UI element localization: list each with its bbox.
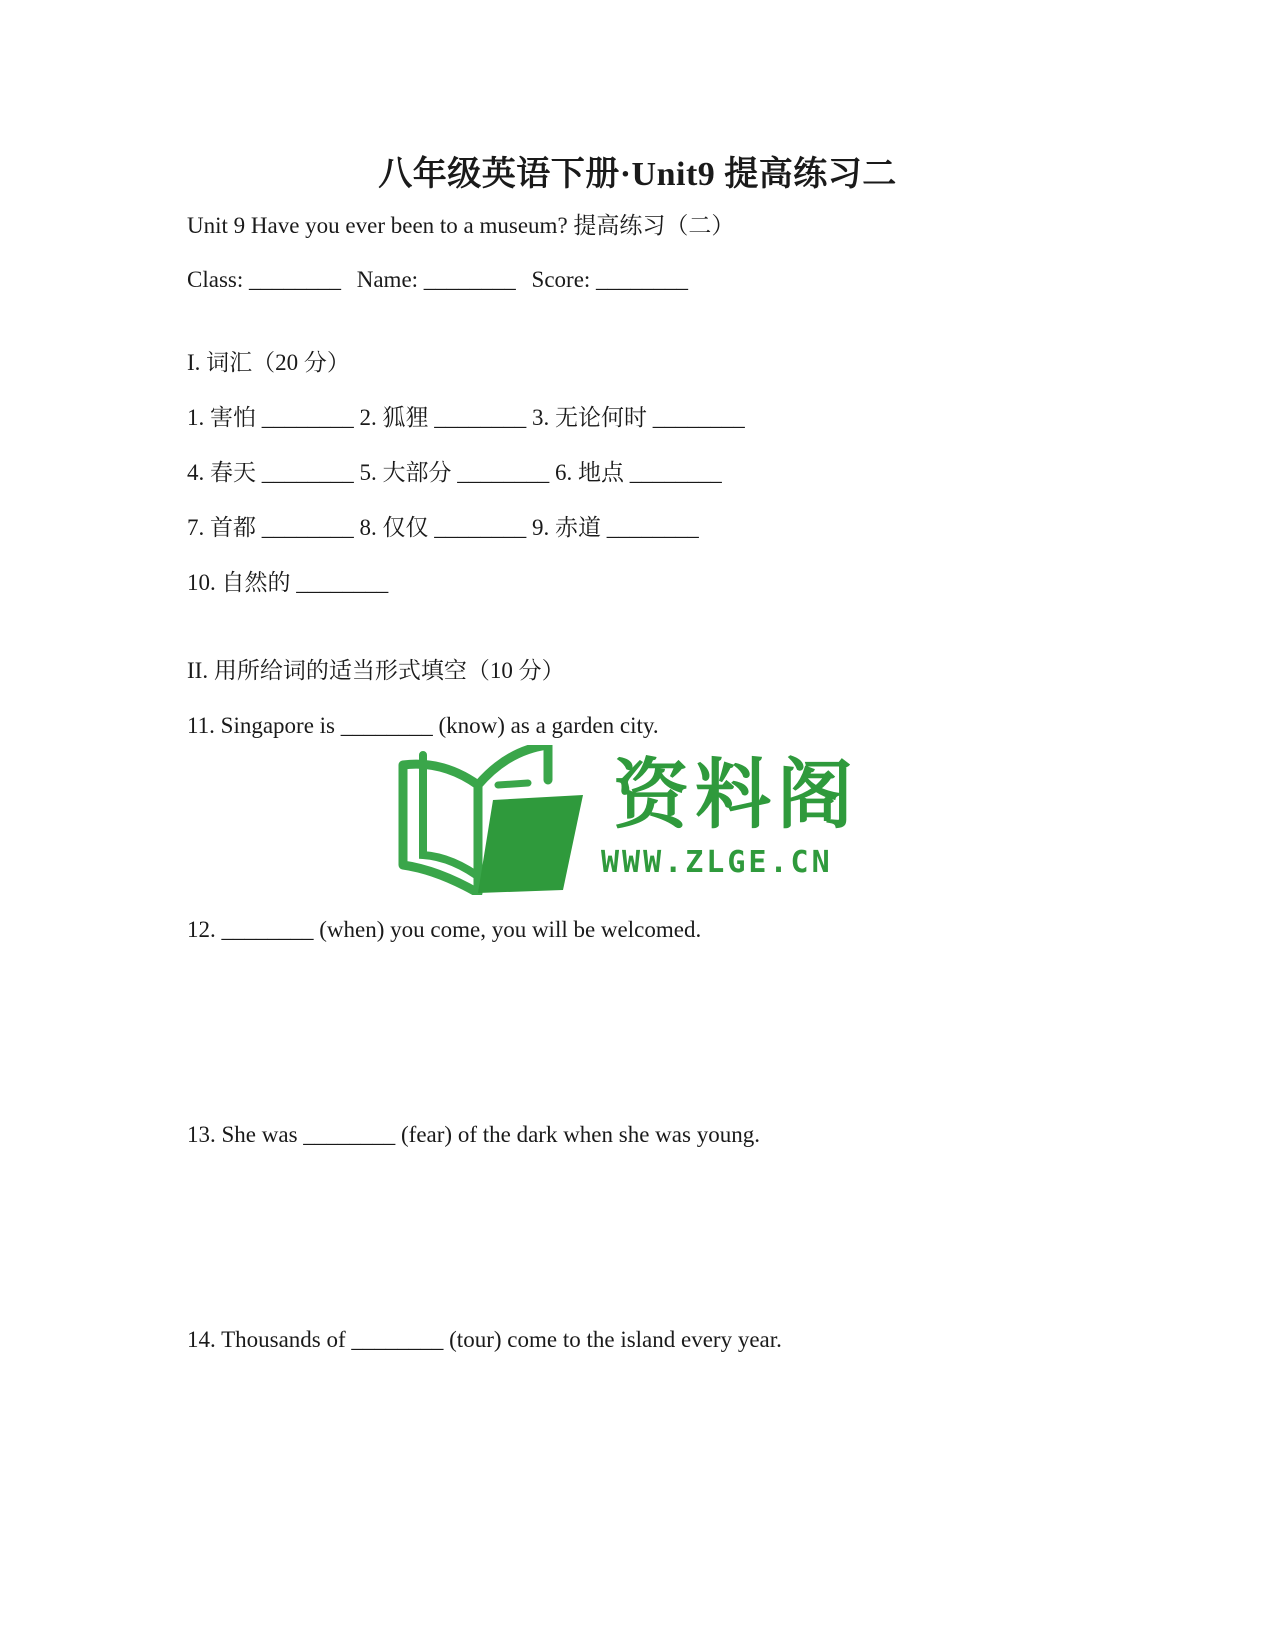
section2-heading: II. 用所给词的适当形式填空（10 分）: [187, 658, 565, 683]
vocab-row: 1. 害怕 ________ 2. 狐狸 ________ 3. 无论何时 ________: [187, 405, 745, 430]
header-fields: [187, 265, 688, 295]
vocab-row: 10. 自然的 ________: [187, 570, 389, 595]
document-subtitle: Unit 9 Have you ever been to a museum? 提高练习（二）: [187, 213, 735, 238]
watermark-url: WWW.ZLGE.CN: [601, 845, 833, 880]
document-title: 八年级英语下册·Unit9 提高练习二: [378, 156, 897, 193]
exercise-item: 13. She was ________ (fear) of the dark when she was young.: [187, 1122, 760, 1147]
exercise-item: 14. Thousands of ________ (tour) come to the island every year.: [187, 1327, 782, 1352]
exercise-item: 12. ________ (when) you come, you will be welcomed.: [187, 917, 702, 942]
watermark-brand: 资料阁: [613, 750, 859, 839]
open-book-logo-icon: [398, 745, 598, 895]
score-field: Score: ________: [531, 267, 689, 292]
name-field: Name: ________: [356, 267, 516, 292]
exercise-item: 11. Singapore is ________ (know) as a garden city.: [187, 713, 659, 738]
section1-heading: I. 词汇（20 分）: [187, 350, 350, 375]
vocab-row: 7. 首都 ________ 8. 仅仅 ________ 9. 赤道 ________: [187, 515, 699, 540]
vocab-row: 4. 春天 ________ 5. 大部分 ________ 6. 地点 ________: [187, 460, 722, 485]
watermark: [398, 745, 868, 895]
class-field: Class: ________: [187, 267, 341, 292]
